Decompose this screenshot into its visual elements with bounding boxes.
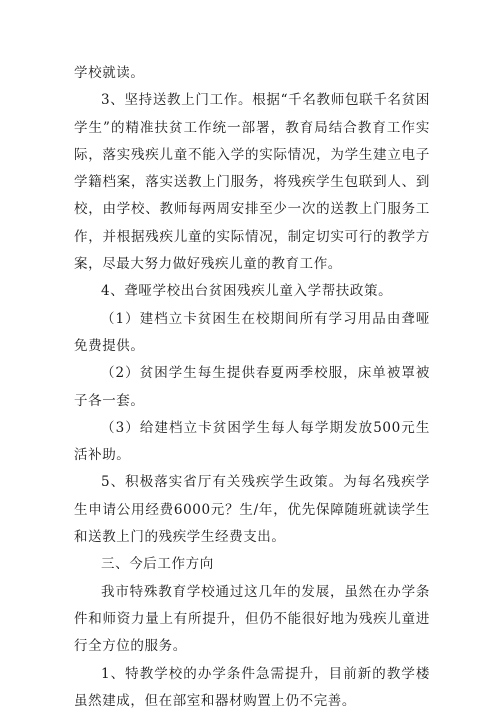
paragraph: 3、坚持送教上门工作。根据“千名教师包联千名贫困学生”的精准扶贫工作统一部署，教育局结合教育工作实际，落实残疾儿童不能入学的实际情况，为学生建立电子学籍档案，落实送教上门服务，将残疾学生包联到人、到校，由学校、教师每两周安排至少一次的送教上门服务工作，并根据残疾儿童的实际情况，制定切实可行的教学方案，尽最大努力做好残疾儿童的教育工作。	[74, 92, 430, 273]
paragraph: 学校就读。	[74, 65, 145, 81]
paragraph: 4、聋哑学校出台贫困残疾儿童入学帮扶政策。	[101, 283, 393, 300]
paragraph: 我市特殊教育学校通过这几年的发展，虽然在办学条件和师资力量上有所提升，但仍不能很好地为残疾儿童进行全方位的服务。	[74, 583, 430, 655]
paragraph: （1）建档立卡贫困生在校期间所有学习用品由聋哑免费提供。	[74, 310, 430, 354]
paragraph: 1、特教学校的办学条件急需提升，目前新的教学楼虽然建成，但在部室和器材购置上仍不完善。	[74, 665, 430, 709]
paragraph: （3）给建档立卡贫困学生每人每学期发放500元生活补助。	[74, 419, 430, 464]
paragraph: 5、积极落实省厅有关残疾学生政策。为每名残疾学生申请公用经费6000元？生/年，优先保障随班就读学生和送教上门的残疾学生经费支出。	[74, 474, 430, 546]
section-heading: 三、今后工作方向	[101, 556, 214, 573]
document-body	[74, 60, 430, 715]
paragraph: （2）贫困学生每生提供春夏两季校服，床单被罩被子各一套。	[74, 365, 430, 409]
